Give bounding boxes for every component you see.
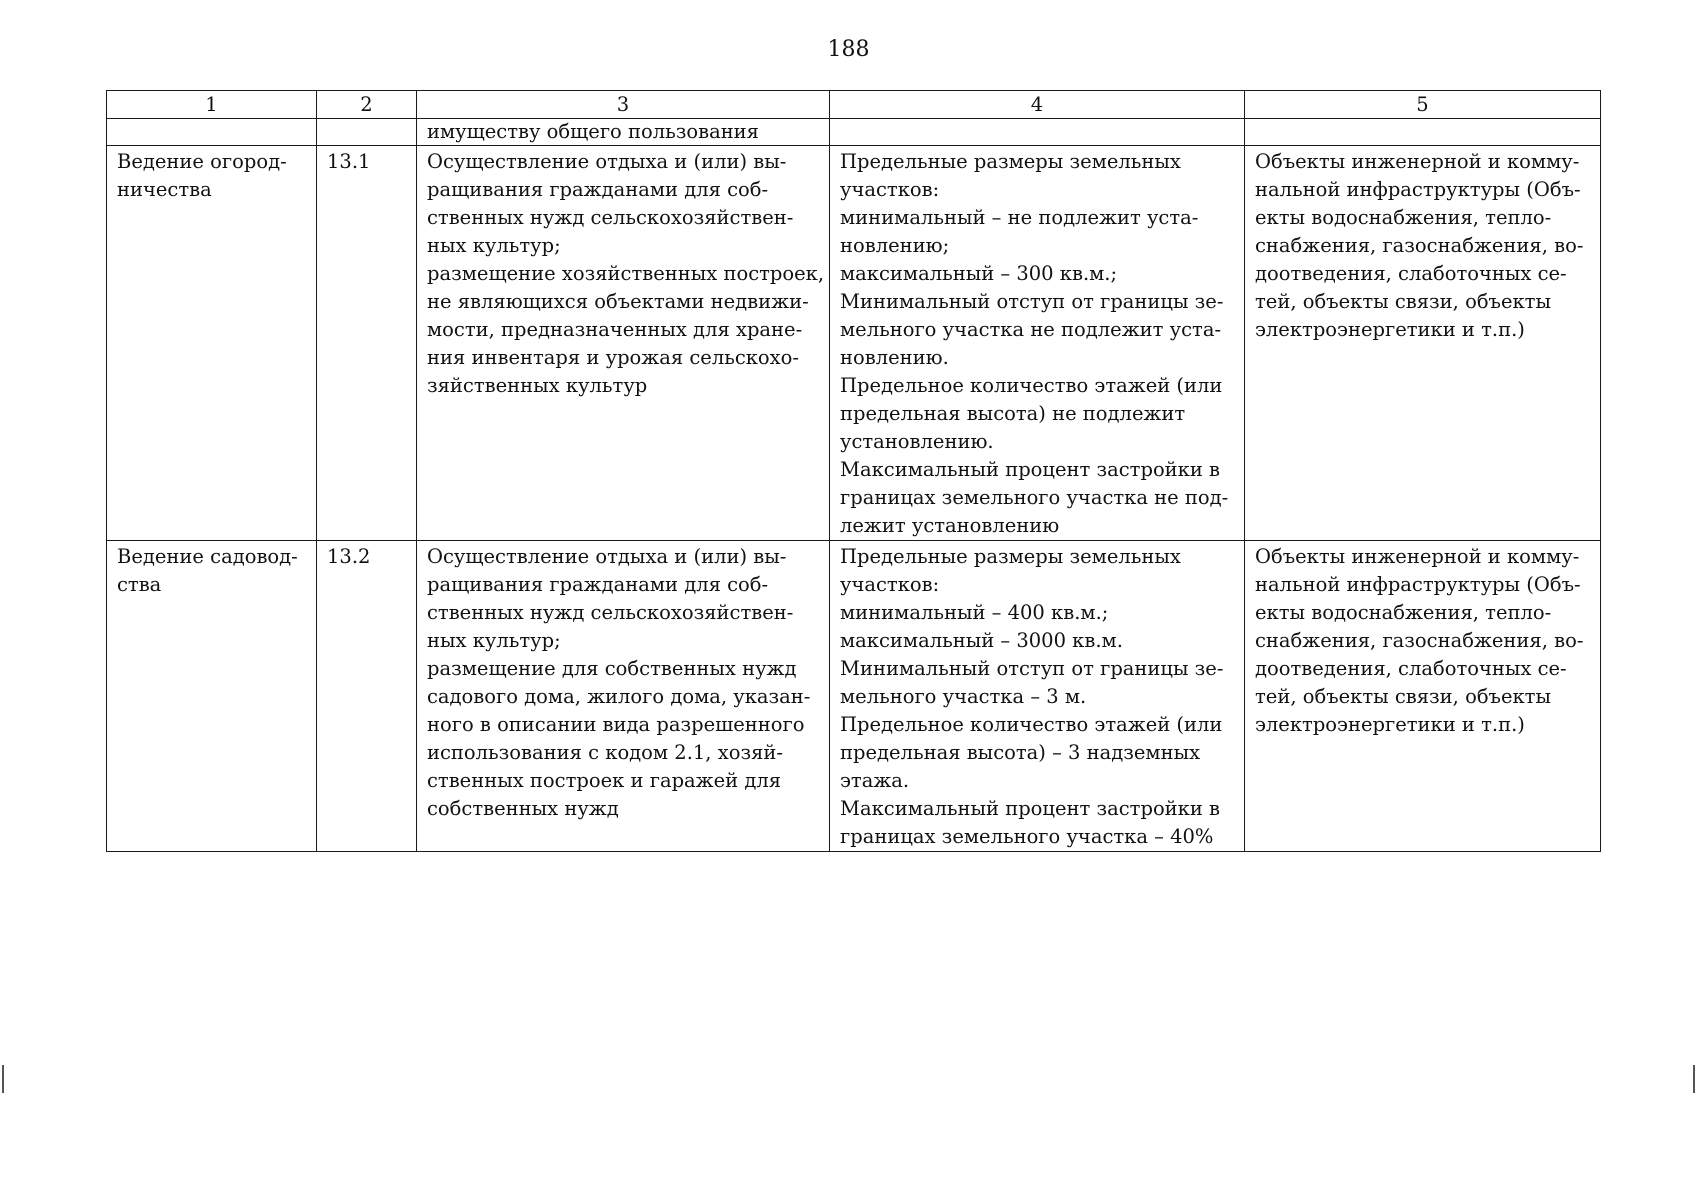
cell-text-line: тей, объекты связи, объекты	[1255, 685, 1551, 708]
table-row	[107, 146, 1601, 541]
cell-text-line: нальной инфраструктуры (Объ-	[1255, 573, 1581, 596]
cell-text-line: границах земельного участка – 40%	[840, 825, 1214, 848]
header-cell-1: 1	[107, 91, 317, 119]
cell-text-line: новлению;	[840, 234, 950, 257]
cell-text-line: ращивания гражданами для соб-	[427, 573, 769, 596]
scan-edge-mark	[1693, 1065, 1695, 1093]
continuation-cell-5	[1245, 119, 1601, 146]
cell-text-line: екты водоснабжения, тепло-	[1255, 206, 1552, 229]
cell-text-line: ного в описании вида разрешенного	[427, 713, 805, 736]
table-header-row	[107, 91, 1601, 119]
cell-text-line: тей, объекты связи, объекты	[1255, 290, 1551, 313]
cell-text-line: мости, предназначенных для хране-	[427, 318, 803, 341]
cell-text-line: ственных нужд сельскохозяйствен-	[427, 601, 794, 624]
cell-text-line: екты водоснабжения, тепло-	[1255, 601, 1552, 624]
cell-text-line: ства	[117, 573, 162, 596]
cell-text-line: зяйственных культур	[427, 374, 648, 397]
land-use-type-cell	[107, 146, 317, 541]
table-row	[107, 541, 1601, 852]
cell-text-line: доотведения, слаботочных се-	[1255, 262, 1567, 285]
cell-text-line: минимальный – не подлежит уста-	[840, 206, 1199, 229]
cell-text-line: не являющихся объектами недвижи-	[427, 290, 809, 313]
cell-text-line: лежит установлению	[840, 514, 1060, 537]
cell-text-line: Ведение огород-	[117, 150, 287, 173]
cell-text-line: размещение хозяйственных построек,	[427, 262, 825, 285]
land-use-description-cell	[417, 541, 830, 852]
page-number: 188	[827, 37, 870, 62]
land-use-description-cell	[417, 146, 830, 541]
cell-text-line: мельного участка – 3 м.	[840, 685, 1087, 708]
cell-text-line: Ведение садовод-	[117, 545, 298, 568]
cell-text-line: нальной инфраструктуры (Объ-	[1255, 178, 1581, 201]
auxiliary-objects-cell	[1245, 146, 1601, 541]
continuation-cell-1	[107, 119, 317, 146]
cell-text-line: участков:	[840, 573, 940, 596]
cell-text-line: ращивания гражданами для соб-	[427, 178, 769, 201]
cell-text-line: ничества	[117, 178, 212, 201]
continuation-row	[107, 119, 1601, 146]
land-use-type-cell	[107, 541, 317, 852]
cell-text-line: электроэнергетики и т.п.)	[1255, 318, 1525, 341]
cell-text-line: ственных построек и гаражей для	[427, 769, 782, 792]
cell-text-line: доотведения, слаботочных се-	[1255, 657, 1567, 680]
cell-text-line: снабжения, газоснабжения, во-	[1255, 629, 1584, 652]
cell-text-line: использования с кодом 2.1, хозяй-	[427, 741, 783, 764]
cell-text-line: Осуществление отдыха и (или) вы-	[427, 545, 787, 568]
cell-text-line: предельная высота) – 3 надземных	[840, 741, 1201, 764]
continuation-cell-3: имуществу общего пользования	[417, 119, 830, 146]
cell-text-line: собственных нужд	[427, 797, 619, 820]
cell-text-line: ния инвентаря и урожая сельскохо-	[427, 346, 799, 369]
cell-text-line: Минимальный отступ от границы зе-	[840, 657, 1224, 680]
header-cell-2: 2	[317, 91, 417, 119]
cell-text-line: Предельное количество этажей (или	[840, 713, 1223, 736]
cell-text-line: Максимальный процент застройки в	[840, 458, 1221, 481]
cell-text-line: снабжения, газоснабжения, во-	[1255, 234, 1584, 257]
cell-text-line: Объекты инженерной и комму-	[1255, 150, 1580, 173]
land-use-code-cell: 13.1	[317, 146, 417, 541]
cell-text-line: ных культур;	[427, 629, 561, 652]
cell-text-line: Осуществление отдыха и (или) вы-	[427, 150, 787, 173]
header-cell-3: 3	[417, 91, 830, 119]
cell-text-line: максимальный – 300 кв.м.;	[840, 262, 1118, 285]
cell-text-line: Максимальный процент застройки в	[840, 797, 1221, 820]
cell-text-line: границах земельного участка не под-	[840, 486, 1229, 509]
cell-text-line: установлению.	[840, 430, 994, 453]
header-cell-5: 5	[1245, 91, 1601, 119]
cell-text-line: мельного участка не подлежит уста-	[840, 318, 1222, 341]
auxiliary-objects-cell	[1245, 541, 1601, 852]
cell-text-line: участков:	[840, 178, 940, 201]
cell-text-line: Объекты инженерной и комму-	[1255, 545, 1580, 568]
cell-text-line: Минимальный отступ от границы зе-	[840, 290, 1224, 313]
parameters-cell	[830, 146, 1245, 541]
cell-text-line: Предельные размеры земельных	[840, 150, 1181, 173]
parameters-cell	[830, 541, 1245, 852]
cell-text-line: садового дома, жилого дома, указан-	[427, 685, 811, 708]
cell-text-line: минимальный – 400 кв.м.;	[840, 601, 1109, 624]
cell-text-line: новлению.	[840, 346, 949, 369]
land-use-code-cell: 13.2	[317, 541, 417, 852]
cell-text-line: электроэнергетики и т.п.)	[1255, 713, 1525, 736]
land-use-table	[106, 90, 1601, 852]
header-cell-4: 4	[830, 91, 1245, 119]
scan-edge-mark	[2, 1065, 4, 1093]
cell-text-line: ных культур;	[427, 234, 561, 257]
continuation-cell-4	[830, 119, 1245, 146]
cell-text-line: максимальный – 3000 кв.м.	[840, 629, 1123, 652]
continuation-cell-2	[317, 119, 417, 146]
cell-text-line: размещение для собственных нужд	[427, 657, 797, 680]
cell-text-line: Предельные размеры земельных	[840, 545, 1181, 568]
cell-text-line: ственных нужд сельскохозяйствен-	[427, 206, 794, 229]
cell-text-line: этажа.	[840, 769, 910, 792]
cell-text-line: Предельное количество этажей (или	[840, 374, 1223, 397]
cell-text-line: предельная высота) не подлежит	[840, 402, 1186, 425]
